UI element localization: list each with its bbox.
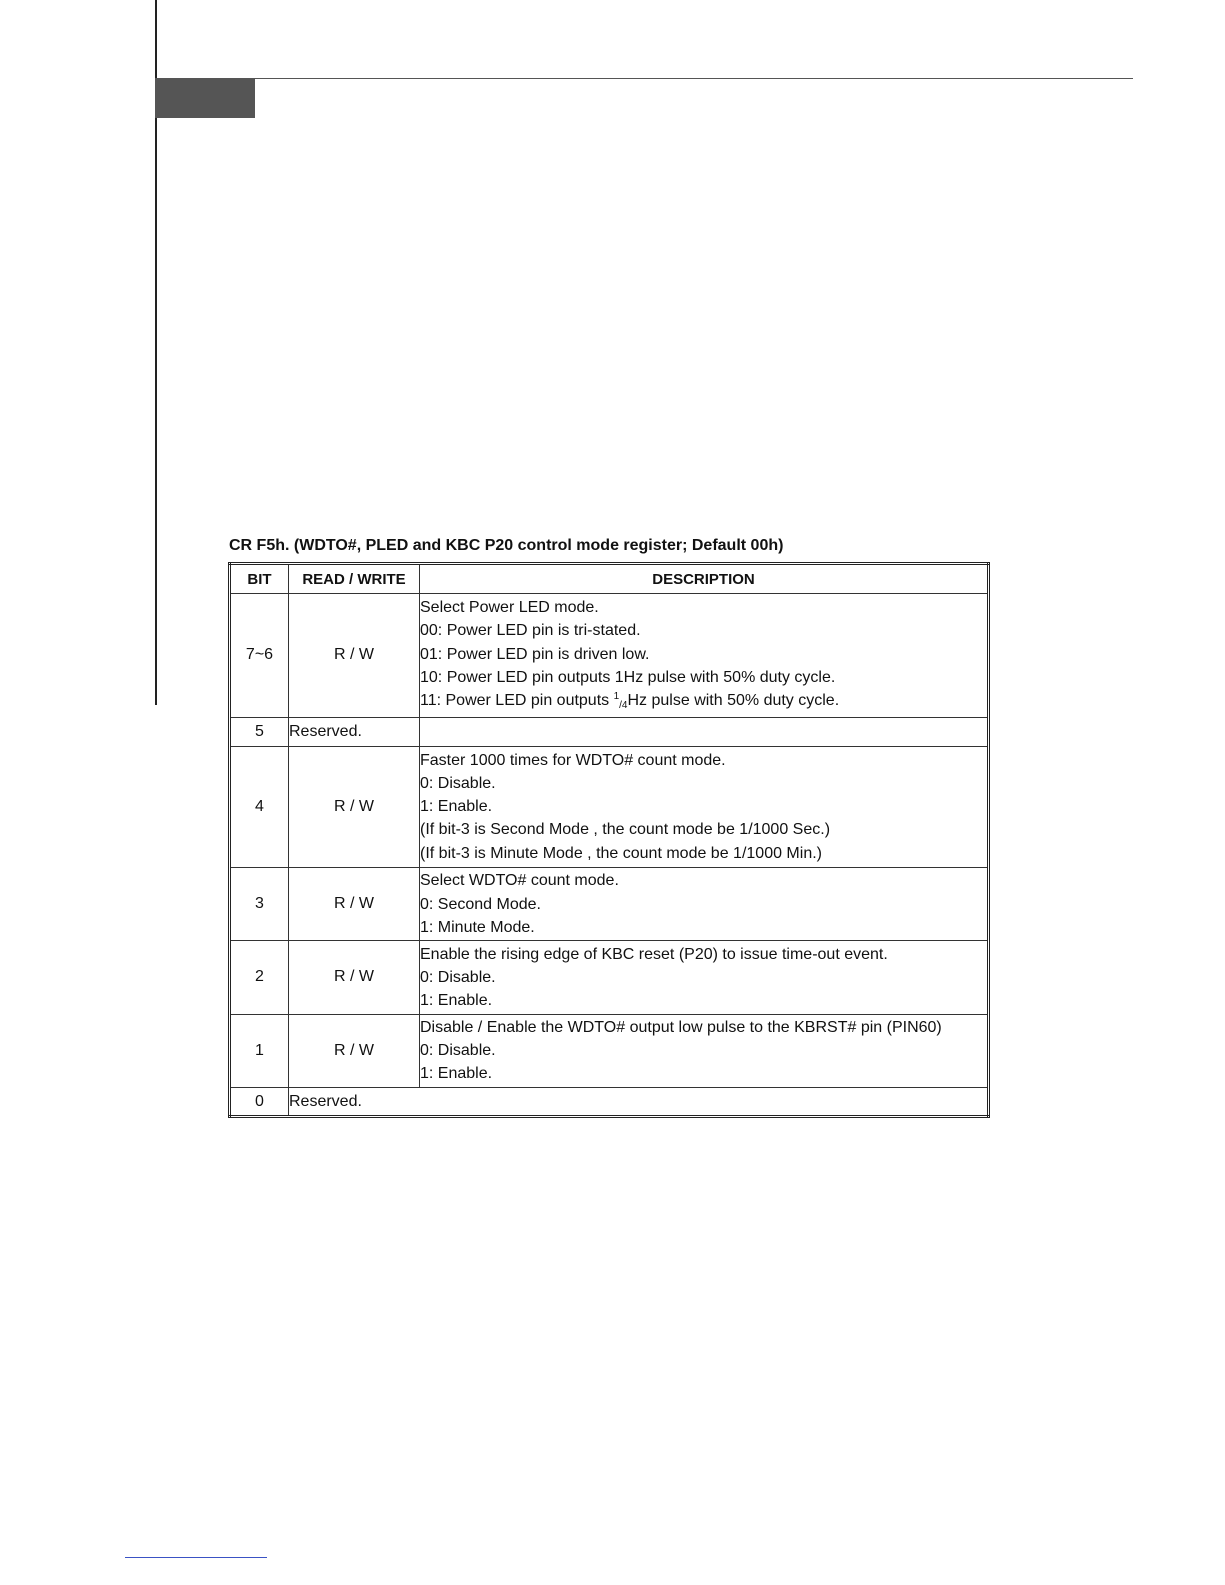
bit-cell: 1 — [230, 1014, 289, 1087]
bit-cell: 2 — [230, 941, 289, 1014]
description-cell — [420, 1014, 989, 1087]
fraction-denominator: /4 — [619, 700, 628, 712]
header-read-write: READ / WRITE — [289, 564, 420, 594]
description-line: Select WDTO# count mode. — [420, 872, 619, 890]
description-line: 0: Disable. — [420, 968, 496, 986]
description-line: Disable / Enable the WDTO# output low pulse to the KBRST# pin (PIN60) — [420, 1018, 942, 1036]
description-line: 00: Power LED pin is tri-stated. — [420, 622, 641, 640]
register-caption: CR F5h. (WDTO#, PLED and KBC P20 control mode register; Default 00h) — [229, 537, 784, 554]
description-line: 01: Power LED pin is driven low. — [420, 645, 650, 663]
description-line: Select Power LED mode. — [420, 599, 599, 617]
reserved-cell: Reserved. — [289, 1088, 989, 1117]
table-row — [230, 594, 989, 718]
bit-cell: 5 — [230, 717, 289, 746]
table-row — [230, 1088, 989, 1117]
description-line: 0: Disable. — [420, 774, 496, 792]
description-line: (If bit-3 is Second Mode , the count mode be 1/1000 Sec.) — [420, 821, 831, 839]
description-text: Hz pulse with 50% duty cycle. — [627, 692, 840, 710]
header-rule — [155, 78, 1133, 79]
description-cell — [420, 868, 989, 941]
bit-cell: 3 — [230, 868, 289, 941]
register-table — [228, 562, 990, 1118]
rw-cell: R / W — [289, 868, 420, 941]
header-description: DESCRIPTION — [420, 564, 989, 594]
description-cell — [420, 717, 989, 746]
description-line: 10: Power LED pin outputs 1Hz pulse with 50% duty cycle. — [420, 668, 836, 686]
description-line: 0: Second Mode. — [420, 895, 541, 913]
bit-cell: 0 — [230, 1088, 289, 1117]
table-row — [230, 746, 989, 867]
description-line: 1: Enable. — [420, 992, 493, 1010]
bit-cell: 4 — [230, 746, 289, 867]
rw-cell: R / W — [289, 746, 420, 867]
description-line: 0: Disable. — [420, 1042, 496, 1060]
table-row — [230, 941, 989, 1014]
description-cell — [420, 746, 989, 867]
table-header-row — [230, 564, 989, 594]
description-line: 1: Enable. — [420, 798, 493, 816]
description-line: 1: Minute Mode. — [420, 918, 535, 936]
fraction-numerator: 1 — [613, 691, 620, 703]
rw-cell: R / W — [289, 594, 420, 718]
description-cell — [420, 941, 989, 1014]
rw-cell: R / W — [289, 1014, 420, 1087]
bit-cell: 7~6 — [230, 594, 289, 718]
header-bit: BIT — [230, 564, 289, 594]
rw-cell: R / W — [289, 941, 420, 1014]
description-cell — [420, 594, 989, 718]
description-line: Enable the rising edge of KBC reset (P20) to issue time-out event. — [420, 945, 888, 963]
chapter-tab — [155, 79, 255, 118]
description-text: 11: Power LED pin outputs — [420, 692, 614, 710]
description-line: (If bit-3 is Minute Mode , the count mode be 1/1000 Min.) — [420, 844, 822, 862]
description-line — [420, 689, 987, 714]
table-row — [230, 1014, 989, 1087]
reserved-cell: Reserved. — [289, 717, 420, 746]
footer-link-underline — [125, 1557, 267, 1558]
description-line: 1: Enable. — [420, 1065, 493, 1083]
table-row — [230, 868, 989, 941]
table-row — [230, 717, 989, 746]
description-line: Faster 1000 times for WDTO# count mode. — [420, 751, 726, 769]
